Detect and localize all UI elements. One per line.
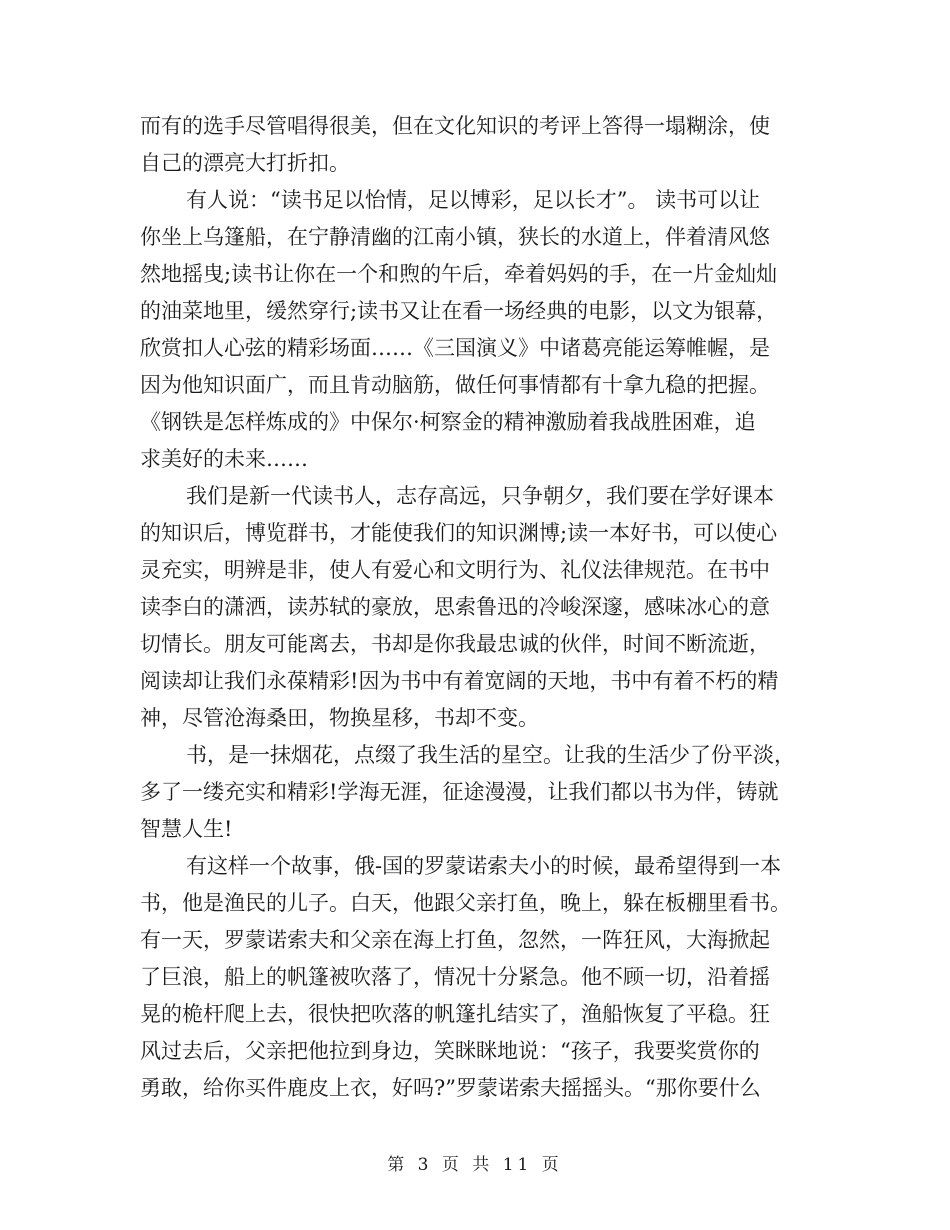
text-line: 欣赏扣人心弦的精彩场面……《三国演义》中诸葛亮能运筹帷幄，是 bbox=[140, 336, 770, 360]
text-line: 神，尽管沧海桑田，物换星移，书却不变。 bbox=[140, 706, 539, 730]
text-line: 切情长。朋友可能离去，书却是你我最忠诚的伙伴，时间不断流逝， bbox=[140, 632, 770, 656]
text-line: 书，他是渔民的儿子。白天，他跟父亲打鱼，晚上，躲在板棚里看书。 bbox=[140, 891, 791, 915]
text-line: 读李白的潇洒，读苏轼的豪放，思索鲁迅的冷峻深邃，感味冰心的意 bbox=[140, 595, 770, 619]
text-line: 《钢铁是怎样炼成的》中保尔·柯察金的精神激励着我战胜困难，追 bbox=[140, 410, 756, 434]
text-line: 阅读却让我们永葆精彩!因为书中有着宽阔的天地，书中有着不朽的精 bbox=[140, 669, 779, 693]
text-line: 书，是一抹烟花，点缀了我生活的星空。让我的生活少了份平淡， bbox=[186, 743, 795, 767]
text-line: 求美好的未来…… bbox=[140, 447, 308, 471]
text-line: 你坐上乌篷船，在宁静清幽的江南小镇，狭长的水道上，伴着清风悠 bbox=[140, 225, 770, 249]
text-line: 的油菜地里，缓然穿行;读书又让在看一场经典的电影，以文为银幕， bbox=[140, 299, 778, 323]
text-line: 晃的桅杆爬上去，很快把吹落的帆篷扎结实了，渔船恢复了平稳。狂 bbox=[140, 1002, 770, 1026]
text-line: 的知识后，博览群书，才能使我们的知识渊博;读一本好书，可以使心 bbox=[140, 521, 778, 545]
text-line: 而有的选手尽管唱得很美，但在文化知识的考评上答得一塌糊涂，使 bbox=[140, 114, 770, 138]
text-line: 自己的漂亮大打折扣。 bbox=[140, 151, 350, 175]
text-line: 有人说：“读书足以怡情，足以博彩，足以长才”。 读书可以让 bbox=[186, 188, 761, 212]
text-line: 灵充实，明辨是非，使人有爱心和文明行为、礼仪法律规范。在书中 bbox=[140, 558, 770, 582]
text-line: 有这样一个故事，俄-国的罗蒙诺索夫小的时候，最希望得到一本 bbox=[186, 854, 782, 878]
text-line: 然地摇曳;读书让你在一个和煦的午后，牵着妈妈的手，在一片金灿灿 bbox=[140, 262, 778, 286]
text-line: 我们是新一代读书人，志存高远，只争朝夕，我们要在学好课本 bbox=[186, 484, 774, 508]
text-line: 多了一缕充实和精彩!学海无涯，征途漫漫，让我们都以书为伴，铸就 bbox=[140, 780, 779, 804]
text-line: 风过去后，父亲把他拉到身边，笑眯眯地说：“孩子，我要奖赏你的 bbox=[140, 1039, 760, 1063]
page-number-footer: 第 3 页 共 11 页 bbox=[387, 1155, 563, 1175]
text-line: 了巨浪，船上的帆篷被吹落了，情况十分紧急。他不顾一切，沿着摇 bbox=[140, 965, 770, 989]
text-line: 智慧人生! bbox=[140, 817, 233, 841]
text-line: 有一天，罗蒙诺索夫和父亲在海上打鱼，忽然，一阵狂风，大海掀起 bbox=[140, 928, 770, 952]
text-line: 因为他知识面广，而且肯动脑筋，做任何事情都有十拿九稳的把握。 bbox=[140, 373, 770, 397]
text-line: 勇敢，给你买件鹿皮上衣，好吗?”罗蒙诺索夫摇摇头。“那你要什么 bbox=[140, 1076, 761, 1100]
